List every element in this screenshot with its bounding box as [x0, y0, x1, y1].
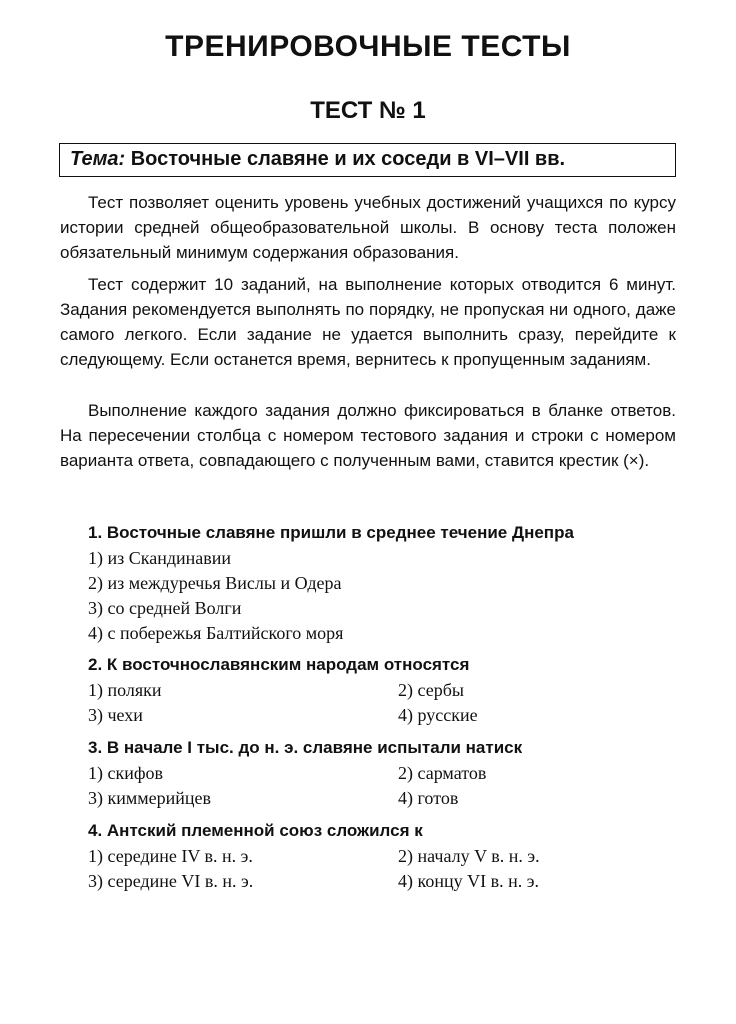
- topic-box: [59, 143, 676, 177]
- answer-option: 2) из междуречья Вислы и Одера: [88, 573, 342, 593]
- question-3: 3. В начале I тыс. до н. э. славяне испытали натиск: [88, 738, 523, 757]
- answer-option: 1) середине IV в. н. э.: [88, 846, 253, 866]
- answer-option: 3) чехи: [88, 705, 143, 725]
- answers-1: [88, 546, 688, 646]
- answer-option: 3) киммерийцев: [88, 788, 212, 808]
- question-2: 2. К восточнославянским народам относятся: [88, 655, 470, 674]
- answer-option: 3) со средней Волги: [88, 598, 242, 618]
- question-1: 1. Восточные славяне пришли в среднее течение Днепра: [88, 523, 574, 542]
- answer-option: 2) сербы: [398, 680, 464, 700]
- answer-option: 2) сарматов: [398, 763, 487, 783]
- answer-option: 1) скифов: [88, 763, 164, 783]
- answers-3: [88, 761, 688, 811]
- topic-text: Восточные славяне и их соседи в VI–VII вв.: [130, 148, 566, 170]
- answer-option: 1) поляки: [88, 680, 162, 700]
- answer-option: 3) середине VI в. н. э.: [88, 871, 254, 891]
- answers-4: [88, 844, 688, 894]
- answer-option: 4) с побережья Балтийского моря: [88, 623, 344, 643]
- topic-label: Тема:: [70, 148, 126, 170]
- answer-option: 4) готов: [398, 788, 459, 808]
- intro-paragraph-2: Тест содержит 10 заданий, на выполнение которых отводится 6 минут. Задания рекомендуется выполнять по порядку, не пропуская ни одного, даже самого легкого. Если задание не удается выполнить сразу, перейдите к следующему. Если останется время, вернитесь к пропущенным заданиям.: [60, 275, 676, 369]
- answer-option: 2) началу V в. н. э.: [398, 846, 540, 866]
- intro-paragraph-3: Выполнение каждого задания должно фиксироваться в бланке ответов. На пересечении столбца с номером тестового задания и строки с номером варианта ответа, совпадающего с полученным вами, ставится крестик (×).: [60, 401, 676, 470]
- answer-option: 4) русские: [398, 705, 478, 725]
- answer-option: 1) из Скандинавии: [88, 548, 232, 568]
- page-title: ТРЕНИРОВОЧНЫЕ ТЕСТЫ: [165, 30, 571, 63]
- answers-2: [88, 678, 688, 728]
- intro-paragraph-1: Тест позволяет оценить уровень учебных достижений учащихся по курсу истории средней общеобразовательной школы. В основу теста положен обязательный минимум содержания образования.: [60, 193, 676, 262]
- answer-option: 4) концу VI в. н. э.: [398, 871, 539, 891]
- test-title: ТЕСТ № 1: [310, 97, 426, 124]
- question-4: 4. Антский племенной союз сложился к: [88, 821, 423, 840]
